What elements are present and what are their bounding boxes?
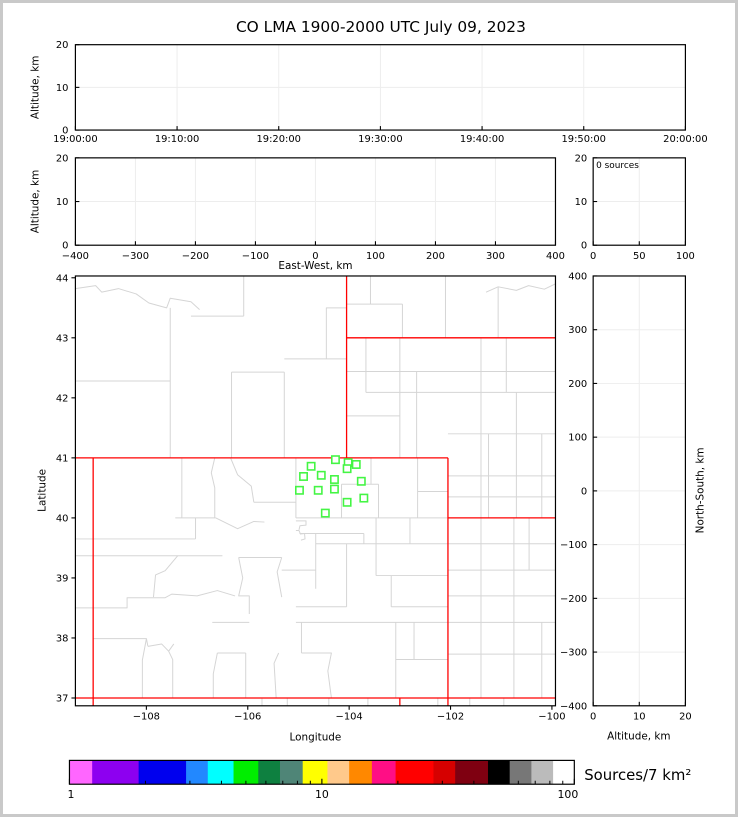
colorbar-segment [433,760,455,784]
lma-station-marker [307,463,314,470]
x-tick-label: −200 [181,251,210,263]
lma-station-marker [332,456,339,463]
y-tick-label: 200 [568,378,588,390]
x-tick-label: −100 [241,251,270,263]
y-tick-label: 10 [574,197,588,209]
x-tick-label: 50 [632,251,646,263]
y-tick-label: −200 [560,593,588,605]
colorbar-segment [510,760,532,784]
colorbar-segment [455,760,488,784]
lma-station-marker [343,499,350,506]
y-tick-label: 39 [55,573,69,585]
x-tick-label: −106 [234,711,262,723]
lma-station-marker [360,494,367,501]
county-boundary [326,308,346,359]
x-tick-label: 0 [590,251,597,263]
colorbar-segment [488,760,510,784]
x-tick-label: 19:20:00 [256,133,301,145]
lma-station-marker [343,465,350,472]
lma-station-marker [300,473,307,480]
colorbar-segment [92,760,139,784]
y-tick-label: 37 [55,693,69,705]
x-tick-label: 200 [425,251,445,263]
lma-station-marker [296,487,303,494]
histogram-annotation: 0 sources [596,160,639,171]
county-boundary [486,284,555,292]
ns-panel-xlabel: Altitude, km [607,730,671,743]
y-tick-label: 20 [55,153,69,165]
colorbar-segment [553,760,575,784]
county-boundary [213,653,217,698]
y-tick-label: 42 [55,393,69,405]
y-tick-label: 20 [55,40,69,52]
x-tick-label: 100 [675,251,695,263]
ns-panel-ylabel: North-South, km [694,447,707,534]
map-layer [75,276,555,706]
county-boundary [169,644,174,698]
x-tick-label: 10 [632,711,646,723]
y-tick-label: 0 [62,240,69,252]
colorbar-segment [372,760,396,784]
y-tick-label: −300 [560,647,588,659]
ew-panel-xlabel: East-West, km [278,260,353,273]
x-tick-label: 19:50:00 [561,133,606,145]
colorbar-segment [208,760,234,784]
lma-station-marker [331,485,338,492]
x-tick-label: 0 [590,711,597,723]
county-boundary [301,653,331,698]
lma-station-marker [322,509,329,516]
colorbar-segment [303,760,328,784]
lma-station-marker [331,476,338,483]
x-tick-label: 400 [546,251,565,263]
y-tick-label: 10 [55,197,69,209]
colorbar-segment [186,760,208,784]
colorbar-segment [234,760,259,784]
y-tick-label: 0 [580,240,588,252]
county-boundary [231,458,254,502]
lma-station-marker [358,478,365,485]
x-tick-label: 19:30:00 [358,133,403,145]
colorbar [67,760,578,801]
colorbar-segment [349,760,372,784]
x-tick-label: 19:40:00 [459,133,505,145]
y-tick-label: 0 [580,486,588,498]
colorbar-segment [139,760,187,784]
colorbar-segment [280,760,303,784]
lma-station-marker [315,487,322,494]
x-tick-label: −108 [132,711,160,723]
county-boundary [148,644,169,651]
county-boundary [93,591,235,608]
time-panel-ylabel: Altitude, km [29,55,42,120]
colorbar-label: Sources/7 km² [584,766,692,785]
x-tick-label: −104 [335,711,363,723]
y-tick-label: −400 [560,701,588,713]
x-tick-label: −400 [61,251,90,263]
y-tick-label: 41 [55,453,69,465]
county-boundary [296,530,305,540]
y-tick-label: 100 [568,432,588,444]
y-tick-label: −100 [560,540,588,552]
colorbar-segment [531,760,553,784]
x-tick-label: 19:10:00 [154,133,200,145]
county-boundary [239,557,250,613]
figure-title: CO LMA 1900-2000 UTC July 09, 2023 [235,17,526,36]
x-tick-label: 0 [312,251,319,263]
county-boundary [93,639,148,647]
map-xlabel: Longitude [289,731,342,744]
county-boundary [296,521,306,530]
lma-station-marker [353,461,360,468]
map-ylabel: Latitude [36,468,49,512]
colorbar-segment [327,760,349,784]
county-boundary [216,518,265,529]
x-tick-label: 100 [365,251,385,263]
colorbar-segment [258,760,280,784]
y-tick-label: 400 [568,271,588,283]
colorbar-segment [69,760,92,784]
x-tick-label: −100 [538,711,566,723]
y-tick-label: 43 [55,333,69,345]
x-tick-label: 20 [679,711,692,723]
county-boundary [75,286,199,310]
county-boundary [153,556,177,597]
x-tick-label: 19:00:00 [53,133,98,145]
colorbar-tick-label: 100 [557,788,579,802]
colorbar-tick-label: 1 [67,788,75,802]
y-tick-label: 0 [62,125,69,137]
colorbar-segment [396,760,434,784]
county-boundary [274,653,279,698]
county-boundary [277,557,282,597]
y-tick-label: 44 [55,273,69,285]
y-tick-label: 20 [574,153,588,165]
x-tick-label: 20:00:00 [663,133,708,145]
y-tick-label: 300 [568,325,588,337]
x-tick-label: −102 [436,711,465,723]
ew-panel-ylabel: Altitude, km [29,169,42,234]
y-tick-label: 40 [55,513,69,525]
county-boundary [211,458,214,518]
lma-station-marker [318,472,325,479]
x-tick-label: 300 [486,251,505,263]
colorbar-tick-label: 10 [314,788,329,802]
y-tick-label: 38 [55,633,69,645]
x-tick-label: −300 [121,251,150,263]
county-boundary [142,639,146,698]
y-tick-label: 10 [55,82,69,94]
